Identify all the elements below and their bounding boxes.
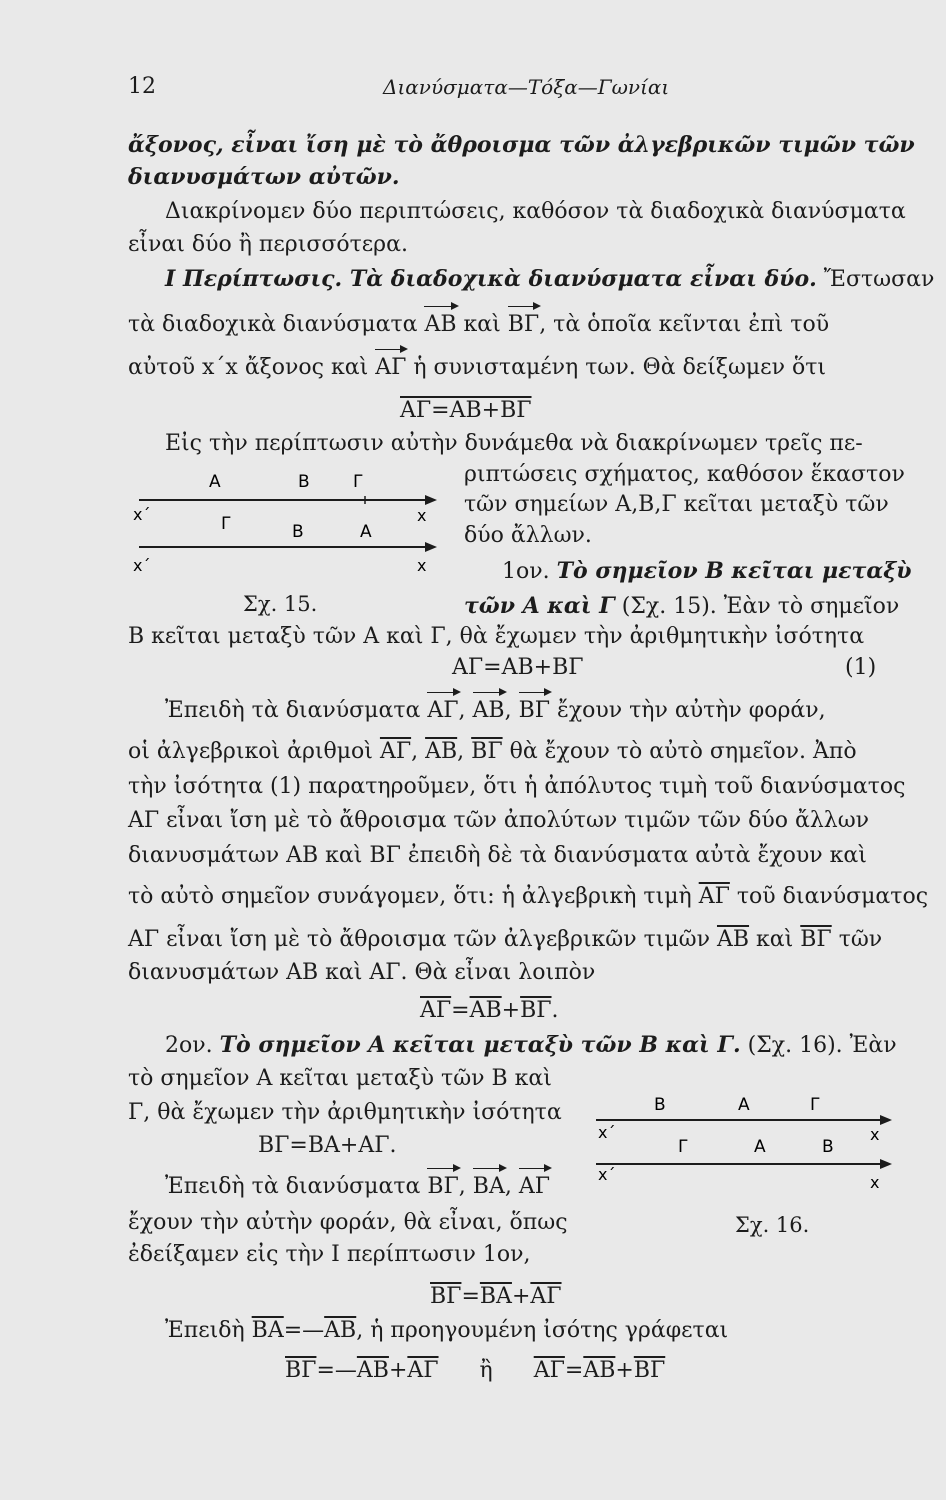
t: ἢ — [479, 1358, 493, 1383]
fig16-arrowhead-2 — [880, 1159, 892, 1169]
equation-2: ΑΓ=ΑΒ+ΒΓ — [452, 655, 584, 680]
fig16-axis-right-2: x — [870, 1173, 880, 1192]
t: οἱ ἀλγεβρικοὶ ἀριθμοὶ — [128, 739, 380, 764]
t: αὐτοῦ x΄x ἄξονος καὶ — [128, 355, 376, 380]
equation-5: $\overline{B\Gamma}=\overline{BA}+\overline{A\Gamma}$ — [430, 1284, 562, 1309]
equation-number: (1) — [845, 655, 877, 680]
text-line — [165, 1316, 728, 1346]
vector-bg: ΒΓ — [427, 1172, 458, 1202]
vector-ba: ΒΑ — [473, 1172, 505, 1202]
alg-ab: $\overline{AB}$ — [425, 739, 458, 764]
text-line: ΑΓ εἶναι ἴση μὲ τὸ ἄθροισμα τῶν ἀπολύτων τιμῶν τῶν δύο ἄλλων — [128, 808, 870, 833]
fig15-axis-left: x΄ — [133, 505, 151, 524]
alg-ab: $\overline{AB}$ — [583, 1358, 616, 1383]
t: ἡ συνισταμένη των. Θὰ δείξωμεν ὅτι — [406, 355, 826, 380]
vector-ab: ΑΒ — [473, 696, 505, 726]
text-line: δύο ἄλλων. — [464, 523, 592, 548]
vector-ag: ΑΓ — [375, 353, 406, 383]
case-rest: Ἔστωσαν — [816, 267, 935, 292]
fig16-r2-p2: Β — [822, 1137, 834, 1157]
text-line — [128, 310, 829, 340]
t: καὶ — [749, 927, 801, 952]
fig15-r2-p1: Β — [292, 522, 304, 542]
text-line: Ἐπειδὴ τὰ διανύσματα ΒΓ, ΒΑ, ΑΓ — [165, 1172, 550, 1202]
t: 2ον. — [165, 1033, 220, 1058]
alg-ag: $\overline{A\Gamma}$ — [420, 998, 452, 1023]
vector-bg: ΒΓ — [519, 696, 550, 726]
fig15-r1-p2: Γ — [353, 472, 363, 492]
fig16-axis-right: x — [870, 1125, 880, 1144]
alg-bg: $\overline{B\Gamma}$ — [800, 927, 832, 952]
fig16-r2-p0: Γ — [678, 1137, 688, 1157]
vector-ag: ΑΓ — [427, 696, 458, 726]
text-line: εἶναι δύο ἢ περισσότερα. — [128, 232, 408, 257]
t: καὶ — [456, 312, 508, 337]
text-line: Γ, θὰ ἔχωμεν τὴν ἀριθμητικὴν ἰσότητα — [128, 1100, 562, 1125]
t: τοῦ διανύσματος — [729, 884, 929, 909]
text-line: τῶν σημείων Α,Β,Γ κεῖται μεταξὺ τῶν — [464, 492, 889, 517]
equation-4: ΒΓ=ΒΑ+ΑΓ. — [258, 1133, 397, 1158]
alg-ag: $\overline{A\Gamma}$ — [533, 1358, 565, 1383]
t: Τὸ σημεῖον Α κεῖται μεταξὺ τῶν Β καὶ Γ. — [219, 1032, 741, 1058]
fig16-r2-p1: Α — [754, 1137, 766, 1157]
alg-bg: $\overline{B\Gamma}$ — [520, 998, 552, 1023]
text-line — [128, 925, 882, 955]
text-line — [128, 353, 826, 383]
fig15-r2-p0: Γ — [221, 514, 231, 534]
text-line: ριπτώσεις σχήματος, καθόσον ἕκαστον — [464, 462, 905, 487]
text-line: διανυσμάτων ΑΒ καὶ ΒΓ ἐπειδὴ δὲ τὰ διανύσματα αὐτὰ ἔχουν καὶ — [128, 843, 867, 868]
vector-bg: ΒΓ — [508, 310, 539, 340]
text-line: Β κεῖται μεταξὺ τῶν Α καὶ Γ, θὰ ἔχωμεν τὴν ἀριθμητικὴν ἰσότητα — [128, 624, 865, 649]
fig15-arrowhead-1 — [425, 495, 437, 505]
t: =— — [283, 1318, 325, 1343]
t: τὰ διαδοχικὰ διανύσματα — [128, 312, 425, 337]
equation-3: $\overline{A\Gamma}=\overline{AB}+\overline{B\Gamma}$. — [420, 998, 559, 1023]
fig16-axis-left: x΄ — [598, 1123, 616, 1142]
text-line: Διακρίνομεν δύο περιπτώσεις, καθόσον τὰ διαδοχικὰ διανύσματα — [165, 199, 906, 224]
text-line — [502, 556, 912, 587]
fig16-r1-p0: Β — [654, 1095, 666, 1115]
case-title: Ι Περίπτωσις. Τὰ διαδοχικὰ διανύσματα εἶναι δύο. — [165, 266, 817, 292]
text-line: Εἰς τὴν περίπτωσιν αὐτὴν δυνάμεθα νὰ διακρίνωμεν τρεῖς πε- — [165, 431, 863, 456]
text-line: οἱ ἀλγεβρικοὶ ἀριθμοὶ $\overline{A\Gamma}$, $\overline{AB}$, $\overline{B\Gamma}$ θὰ ἔχουν τὸ αὐτὸ σημεῖον. Ἀπὸ — [128, 739, 857, 764]
figure-16 — [592, 1088, 912, 1198]
running-title: Διανύσματα—Τόξα—Γωνίαι — [383, 75, 670, 99]
fig16-arrowhead-1 — [880, 1115, 892, 1125]
alg-ab: $\overline{AB}$ — [469, 998, 502, 1023]
alg-ab: $\overline{AB}$ — [716, 927, 750, 952]
alg-bg: $\overline{B\Gamma}$ — [285, 1358, 317, 1383]
t: ΑΓ εἶναι ἴση μὲ τὸ ἄθροισμα τῶν ἀλγεβρικῶν τιμῶν — [128, 927, 717, 952]
t: ἔχουν τὴν αὐτὴν φοράν, — [550, 698, 826, 723]
figure-15 — [135, 465, 445, 595]
fig16-axis-left-2: x΄ — [598, 1165, 616, 1184]
alg-ag: $\overline{A\Gamma}$ — [379, 739, 412, 764]
vector-ab: ΑΒ — [424, 310, 456, 340]
t: τὸ αὐτὸ σημεῖον συνάγομεν, ὅτι: ἡ ἀλγεβρικὴ τιμὴ — [128, 884, 699, 909]
case-heading — [165, 264, 934, 295]
t: , τὰ ὁποῖα κεῖνται ἐπὶ τοῦ — [539, 312, 830, 337]
figure-15-caption: Σχ. 15. — [243, 592, 318, 616]
t: (Σχ. 15). Ἐὰν τὸ σημεῖον — [614, 594, 900, 619]
alg-ag: $\overline{A\Gamma}$ — [407, 1358, 439, 1383]
text-line: ἐδείξαμεν εἰς τὴν Ι περίπτωσιν 1ον, — [128, 1242, 531, 1267]
fig15-r2-p2: Α — [360, 522, 372, 542]
t: θὰ ἔχουν τὸ αὐτὸ σημεῖον. Ἀπὸ — [502, 739, 857, 764]
text-line: Ἐπειδὴ τὰ διανύσματα ΑΓ, ΑΒ, ΒΓ ἔχουν τὴν αὐτὴν φοράν, — [165, 696, 826, 726]
t: Ἐπειδὴ τὰ διανύσματα — [165, 698, 428, 723]
fig15-r1-p1: Β — [298, 472, 310, 492]
equation-6: $\overline{B\Gamma}=—\overline{AB}+\overline{A\Gamma}$ ἢ $\overline{A\Gamma}=\overline{AB}+\overline{B\Gamma}$ — [285, 1358, 666, 1383]
text-line — [165, 1030, 897, 1061]
alg-ba: $\overline{BA}$ — [479, 1284, 512, 1309]
t: (Σχ. 16). Ἐὰν — [740, 1033, 897, 1058]
fig15-axis-right-2: x — [417, 556, 427, 575]
equation-1: ΑΓ=ΑΒ+ΒΓ — [400, 398, 532, 423]
text-line: ἔχουν τὴν αὐτὴν φοράν, θὰ εἶναι, ὅπως — [128, 1210, 568, 1235]
t: 1ον. — [502, 559, 557, 584]
text-line: τὴν ἰσότητα (1) παρατηροῦμεν, ὅτι ἡ ἀπόλυτος τιμὴ τοῦ διανύσματος — [128, 774, 906, 799]
alg-ag: $\overline{A\Gamma}$ — [698, 884, 730, 909]
text-line — [128, 882, 928, 912]
alg-ba: $\overline{BA}$ — [251, 1318, 284, 1343]
alg-bg: $\overline{B\Gamma}$ — [471, 739, 503, 764]
t: τῶν — [831, 927, 883, 952]
text-line — [464, 591, 899, 622]
alg-ab: $\overline{AB}$ — [356, 1358, 389, 1383]
vector-ag: ΑΓ — [519, 1172, 550, 1202]
figure-16-caption: Σχ. 16. — [735, 1213, 810, 1237]
fig15-arrowhead-2 — [425, 542, 437, 552]
text-line: ἄξονος, εἶναι ἴση μὲ τὸ ἄθροισμα τῶν ἀλγεβρικῶν τιμῶν τῶν — [128, 132, 915, 158]
alg-bg: $\overline{B\Gamma}$ — [633, 1358, 666, 1383]
fig16-r1-p1: Α — [738, 1095, 750, 1115]
alg-ag: $\overline{A\Gamma}$ — [530, 1284, 562, 1309]
page-number: 12 — [128, 74, 156, 99]
fig15-axis-right: x — [417, 506, 427, 525]
text-line: διανυσμάτων αὐτῶν. — [128, 164, 400, 190]
fig16-r1-p2: Γ — [810, 1095, 820, 1115]
t: τῶν Α καὶ Γ — [464, 593, 615, 619]
alg-ab: $\overline{AB}$ — [324, 1318, 357, 1343]
t: Ἐπειδὴ — [165, 1318, 252, 1343]
t: Τὸ σημεῖον Β κεῖται μεταξὺ — [556, 558, 912, 584]
alg-bg: $\overline{B\Gamma}$ — [430, 1284, 462, 1309]
text-line: τὸ σημεῖον Α κεῖται μεταξὺ τῶν Β καὶ — [128, 1066, 552, 1091]
text-line: διανυσμάτων ΑΒ καὶ ΑΓ. Θὰ εἶναι λοιπὸν — [128, 960, 596, 985]
fig15-r1-p0: Α — [209, 472, 221, 492]
t: , ἡ προηγουμένη ἰσότης γράφεται — [356, 1318, 729, 1343]
t: Ἐπειδὴ τὰ διανύσματα — [165, 1174, 428, 1199]
fig15-axis-left-2: x΄ — [133, 556, 151, 575]
